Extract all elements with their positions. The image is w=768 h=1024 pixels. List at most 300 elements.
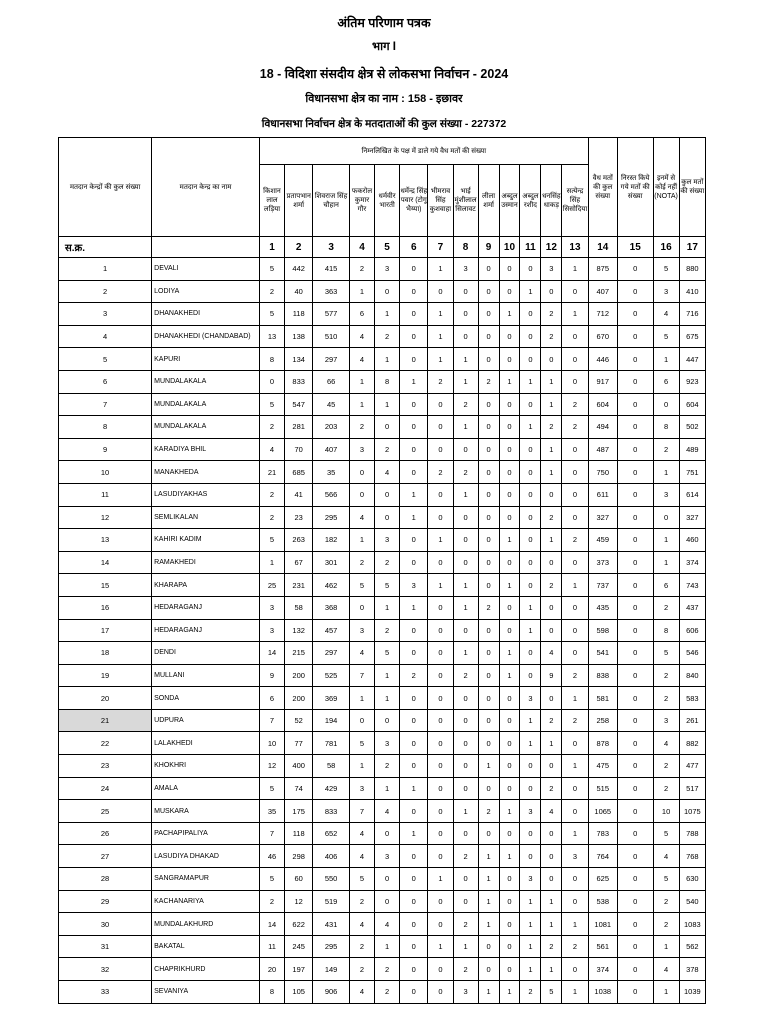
vote-count: 3 <box>349 619 374 642</box>
station-name: LODIYA <box>152 280 260 303</box>
vote-count: 1 <box>499 529 520 552</box>
table-row <box>59 800 706 823</box>
vote-count: 0 <box>541 619 562 642</box>
header-station-name: मतदान केन्द्र का नाम <box>152 138 260 237</box>
vote-count: 685 <box>285 461 313 484</box>
vote-count: 1 <box>349 280 374 303</box>
vote-count: 0 <box>375 506 400 529</box>
station-name: BAKATAL <box>152 935 260 958</box>
vote-count: 1 <box>541 461 562 484</box>
station-serial: 30 <box>59 913 152 936</box>
vote-count: 0 <box>617 574 653 597</box>
vote-count: 1 <box>541 438 562 461</box>
vote-count: 0 <box>400 619 428 642</box>
vote-count: 3 <box>375 732 400 755</box>
vote-count: 0 <box>562 868 588 891</box>
vote-count: 0 <box>428 981 453 1004</box>
header-candidate: सत्येन्द्र सिंह सिसोदिया <box>562 165 588 237</box>
table-row <box>59 619 706 642</box>
vote-count: 1 <box>562 303 588 326</box>
vote-count: 301 <box>313 551 350 574</box>
vote-count: 0 <box>617 800 653 823</box>
table-row <box>59 574 706 597</box>
station-name: DHANAKHEDI (CHANDABAD) <box>152 325 260 348</box>
vote-count: 0 <box>499 596 520 619</box>
vote-count: 5 <box>349 868 374 891</box>
station-serial: 15 <box>59 574 152 597</box>
vote-count: 431 <box>313 913 350 936</box>
vote-count: 0 <box>541 687 562 710</box>
vote-count: 622 <box>285 913 313 936</box>
vote-count: 231 <box>285 574 313 597</box>
vote-count: 917 <box>588 370 617 393</box>
header-candidate: फकरोल कुमार गौर <box>349 165 374 237</box>
vote-count: 1 <box>541 393 562 416</box>
station-serial: 4 <box>59 325 152 348</box>
station-name: MULLANI <box>152 664 260 687</box>
vote-count: 1 <box>499 642 520 665</box>
vote-count: 10 <box>259 732 284 755</box>
vote-count: 2 <box>541 325 562 348</box>
vote-count: 0 <box>428 506 453 529</box>
vote-count: 0 <box>499 687 520 710</box>
vote-count: 3 <box>520 800 541 823</box>
vote-count: 0 <box>520 777 541 800</box>
vote-count: 0 <box>653 506 679 529</box>
vote-count: 3 <box>562 845 588 868</box>
vote-count: 2 <box>562 709 588 732</box>
vote-count: 0 <box>617 596 653 619</box>
vote-count: 0 <box>617 370 653 393</box>
vote-count: 1 <box>653 461 679 484</box>
vote-count: 781 <box>313 732 350 755</box>
vote-count: 2 <box>653 890 679 913</box>
vote-count: 712 <box>588 303 617 326</box>
vote-count: 8 <box>375 370 400 393</box>
vote-count: 788 <box>679 822 705 845</box>
vote-count: 510 <box>313 325 350 348</box>
vote-count: 0 <box>478 574 499 597</box>
vote-count: 3 <box>520 868 541 891</box>
vote-count: 0 <box>453 619 478 642</box>
vote-count: 2 <box>375 325 400 348</box>
vote-count: 2 <box>453 913 478 936</box>
vote-count: 477 <box>679 755 705 778</box>
vote-count: 1 <box>562 981 588 1004</box>
vote-count: 25 <box>259 574 284 597</box>
vote-count: 0 <box>617 822 653 845</box>
vote-count: 0 <box>562 958 588 981</box>
vote-count: 0 <box>478 777 499 800</box>
vote-count: 1 <box>562 687 588 710</box>
vote-count: 3 <box>541 258 562 281</box>
vote-count: 410 <box>679 280 705 303</box>
vote-count: 4 <box>375 461 400 484</box>
vote-count: 138 <box>285 325 313 348</box>
vote-count: 407 <box>313 438 350 461</box>
vote-count: 1 <box>499 574 520 597</box>
vote-count: 0 <box>375 822 400 845</box>
vote-count: 281 <box>285 416 313 439</box>
vote-count: 0 <box>617 664 653 687</box>
vote-count: 3 <box>349 438 374 461</box>
vote-count: 457 <box>313 619 350 642</box>
vote-count: 5 <box>259 777 284 800</box>
station-serial: 8 <box>59 416 152 439</box>
column-number: 7 <box>428 237 453 258</box>
vote-count: 0 <box>499 483 520 506</box>
vote-count: 0 <box>541 596 562 619</box>
vote-count: 4 <box>541 642 562 665</box>
station-name: RAMAKHEDI <box>152 551 260 574</box>
vote-count: 2 <box>453 845 478 868</box>
vote-count: 1 <box>541 958 562 981</box>
station-name: MUNDALAKHURD <box>152 913 260 936</box>
header-candidate: भाई मुंशीलाल सिलावट <box>453 165 478 237</box>
vote-count: 0 <box>428 890 453 913</box>
station-serial: 14 <box>59 551 152 574</box>
vote-count: 8 <box>259 348 284 371</box>
station-name: DEVALI <box>152 258 260 281</box>
station-name: LASUDIYAKHAS <box>152 483 260 506</box>
vote-count: 489 <box>679 438 705 461</box>
vote-count: 1 <box>453 596 478 619</box>
vote-count: 0 <box>428 822 453 845</box>
vote-count: 1 <box>520 732 541 755</box>
vote-count: 2 <box>653 596 679 619</box>
vote-count: 407 <box>588 280 617 303</box>
vote-count: 0 <box>400 845 428 868</box>
vote-count: 517 <box>679 777 705 800</box>
vote-count: 245 <box>285 935 313 958</box>
vote-count: 0 <box>400 258 428 281</box>
vote-count: 1 <box>349 529 374 552</box>
vote-count: 197 <box>285 958 313 981</box>
vote-count: 415 <box>313 258 350 281</box>
vote-count: 0 <box>520 642 541 665</box>
vote-count: 1 <box>428 935 453 958</box>
vote-count: 4 <box>653 732 679 755</box>
header-nota: इनमें से कोई नहीं (NOTA) <box>653 138 679 237</box>
vote-count: 5 <box>653 325 679 348</box>
vote-count: 1 <box>499 981 520 1004</box>
station-name: KAHIRI KADIM <box>152 529 260 552</box>
vote-count: 215 <box>285 642 313 665</box>
vote-count: 2 <box>562 529 588 552</box>
vote-count: 8 <box>259 981 284 1004</box>
vote-count: 878 <box>588 732 617 755</box>
station-name: KARADIYA BHIL <box>152 438 260 461</box>
vote-count: 12 <box>285 890 313 913</box>
vote-count: 0 <box>478 325 499 348</box>
vote-count: 1083 <box>679 913 705 936</box>
vote-count: 0 <box>617 416 653 439</box>
vote-count: 833 <box>285 370 313 393</box>
vote-count: 880 <box>679 258 705 281</box>
column-number: 1 <box>259 237 284 258</box>
vote-count: 0 <box>541 348 562 371</box>
vote-count: 0 <box>349 483 374 506</box>
vote-count: 0 <box>400 280 428 303</box>
vote-count: 1 <box>478 981 499 1004</box>
vote-count: 1 <box>541 529 562 552</box>
vote-count: 0 <box>562 348 588 371</box>
vote-count: 2 <box>562 935 588 958</box>
vote-count: 0 <box>428 755 453 778</box>
vote-count: 9 <box>259 664 284 687</box>
vote-count: 2 <box>259 483 284 506</box>
vote-count: 2 <box>349 935 374 958</box>
vote-count: 0 <box>520 258 541 281</box>
station-name: MUNDALAKALA <box>152 393 260 416</box>
station-name: KAPURI <box>152 348 260 371</box>
vote-count: 327 <box>588 506 617 529</box>
vote-count: 14 <box>259 642 284 665</box>
vote-count: 0 <box>400 935 428 958</box>
vote-count: 606 <box>679 619 705 642</box>
station-serial: 33 <box>59 981 152 1004</box>
vote-count: 0 <box>453 280 478 303</box>
vote-count: 194 <box>313 709 350 732</box>
vote-count: 1 <box>653 981 679 1004</box>
station-name: MUNDALAKALA <box>152 416 260 439</box>
vote-count: 0 <box>520 755 541 778</box>
vote-count: 149 <box>313 958 350 981</box>
vote-count: 1 <box>453 642 478 665</box>
vote-count: 2 <box>653 755 679 778</box>
vote-count: 737 <box>588 574 617 597</box>
vote-count: 0 <box>453 303 478 326</box>
vote-count: 614 <box>679 483 705 506</box>
vote-count: 0 <box>520 529 541 552</box>
vote-count: 0 <box>499 619 520 642</box>
vote-count: 14 <box>259 913 284 936</box>
vote-count: 0 <box>453 777 478 800</box>
vote-count: 0 <box>562 642 588 665</box>
vote-count: 0 <box>617 642 653 665</box>
vote-count: 0 <box>499 958 520 981</box>
vote-count: 0 <box>453 325 478 348</box>
vote-count: 0 <box>375 483 400 506</box>
station-serial: 27 <box>59 845 152 868</box>
vote-count: 0 <box>428 416 453 439</box>
vote-count: 0 <box>520 303 541 326</box>
vote-count: 1 <box>453 483 478 506</box>
station-serial: 17 <box>59 619 152 642</box>
table-row <box>59 890 706 913</box>
vote-count: 1 <box>453 416 478 439</box>
vote-count: 1 <box>541 913 562 936</box>
vote-count: 58 <box>285 596 313 619</box>
vote-count: 502 <box>679 416 705 439</box>
vote-count: 0 <box>541 551 562 574</box>
vote-count: 0 <box>478 461 499 484</box>
vote-count: 0 <box>478 529 499 552</box>
station-serial: 7 <box>59 393 152 416</box>
vote-count: 0 <box>478 280 499 303</box>
vote-count: 0 <box>478 348 499 371</box>
header-candidates-group: निम्नलिखित के पक्ष में डाले गये वैध मतों की संख्या <box>259 138 588 165</box>
vote-count: 105 <box>285 981 313 1004</box>
table-row <box>59 935 706 958</box>
table-row <box>59 393 706 416</box>
vote-count: 906 <box>313 981 350 1004</box>
vote-count: 0 <box>562 438 588 461</box>
vote-count: 1038 <box>588 981 617 1004</box>
vote-count: 378 <box>679 958 705 981</box>
vote-count: 0 <box>478 258 499 281</box>
vote-count: 0 <box>453 438 478 461</box>
vote-count: 2 <box>653 687 679 710</box>
vote-count: 2 <box>453 958 478 981</box>
vote-count: 1 <box>653 529 679 552</box>
table-row <box>59 303 706 326</box>
station-serial: 29 <box>59 890 152 913</box>
vote-count: 2 <box>428 370 453 393</box>
vote-count: 373 <box>588 551 617 574</box>
vote-count: 0 <box>400 529 428 552</box>
vote-count: 0 <box>478 416 499 439</box>
vote-count: 0 <box>478 303 499 326</box>
vote-count: 1 <box>478 890 499 913</box>
vote-count: 0 <box>562 483 588 506</box>
vote-count: 5 <box>259 303 284 326</box>
vote-count: 0 <box>499 393 520 416</box>
vote-count: 0 <box>375 709 400 732</box>
vote-count: 0 <box>428 709 453 732</box>
vote-count: 0 <box>400 303 428 326</box>
vote-count: 0 <box>453 890 478 913</box>
vote-count: 1075 <box>679 800 705 823</box>
vote-count: 0 <box>478 709 499 732</box>
vote-count: 0 <box>400 438 428 461</box>
vote-count: 3 <box>520 687 541 710</box>
station-name: MANAKHEDA <box>152 461 260 484</box>
vote-count: 1 <box>520 280 541 303</box>
vote-count: 4 <box>349 845 374 868</box>
vote-count: 1039 <box>679 981 705 1004</box>
vote-count: 203 <box>313 416 350 439</box>
vote-count: 768 <box>679 845 705 868</box>
vote-count: 0 <box>478 483 499 506</box>
vote-count: 0 <box>562 890 588 913</box>
vote-count: 0 <box>400 800 428 823</box>
table-row <box>59 687 706 710</box>
vote-count: 2 <box>653 777 679 800</box>
vote-count: 4 <box>349 348 374 371</box>
vote-count: 833 <box>313 800 350 823</box>
vote-count: 0 <box>617 958 653 981</box>
report-title: अंतिम परिणाम पत्रक <box>337 16 431 30</box>
vote-count: 0 <box>617 732 653 755</box>
vote-count: 447 <box>679 348 705 371</box>
vote-count: 297 <box>313 348 350 371</box>
vote-count: 2 <box>259 506 284 529</box>
vote-count: 0 <box>428 913 453 936</box>
vote-count: 0 <box>499 506 520 529</box>
vote-count: 1 <box>520 709 541 732</box>
vote-count: 1 <box>453 574 478 597</box>
vote-count: 462 <box>313 574 350 597</box>
vote-count: 134 <box>285 348 313 371</box>
vote-count: 764 <box>588 845 617 868</box>
vote-count: 0 <box>520 348 541 371</box>
vote-count: 1 <box>259 551 284 574</box>
station-serial: 23 <box>59 755 152 778</box>
vote-count: 0 <box>400 348 428 371</box>
vote-count: 0 <box>499 280 520 303</box>
vote-count: 487 <box>588 438 617 461</box>
vote-count: 368 <box>313 596 350 619</box>
vote-count: 0 <box>428 732 453 755</box>
vote-count: 0 <box>562 506 588 529</box>
vote-count: 9 <box>541 664 562 687</box>
vote-count: 406 <box>313 845 350 868</box>
station-name: KHARAPA <box>152 574 260 597</box>
vote-count: 2 <box>349 416 374 439</box>
vote-count: 118 <box>285 303 313 326</box>
station-serial: 6 <box>59 370 152 393</box>
vote-count: 2 <box>375 981 400 1004</box>
table-row <box>59 438 706 461</box>
vote-count: 5 <box>653 822 679 845</box>
vote-count: 0 <box>499 868 520 891</box>
vote-count: 562 <box>679 935 705 958</box>
vote-count: 2 <box>259 890 284 913</box>
vote-count: 2 <box>653 913 679 936</box>
station-name: HEDARAGANJ <box>152 619 260 642</box>
column-number: 5 <box>375 237 400 258</box>
station-serial: 32 <box>59 958 152 981</box>
vote-count: 923 <box>679 370 705 393</box>
vote-count: 0 <box>478 935 499 958</box>
vote-count: 611 <box>588 483 617 506</box>
vote-count: 0 <box>478 687 499 710</box>
vote-count: 4 <box>349 506 374 529</box>
vote-count: 132 <box>285 619 313 642</box>
vote-count: 0 <box>617 258 653 281</box>
vote-count: 1 <box>520 913 541 936</box>
vote-count: 0 <box>617 935 653 958</box>
vote-count: 547 <box>285 393 313 416</box>
vote-count: 7 <box>349 664 374 687</box>
vote-count: 2 <box>562 664 588 687</box>
vote-count: 297 <box>313 642 350 665</box>
vote-count: 1 <box>428 303 453 326</box>
vote-count: 604 <box>679 393 705 416</box>
vote-count: 750 <box>588 461 617 484</box>
vote-count: 0 <box>499 732 520 755</box>
vote-count: 1 <box>499 845 520 868</box>
vote-count: 1 <box>349 755 374 778</box>
station-name: UDPURA <box>152 709 260 732</box>
vote-count: 0 <box>478 506 499 529</box>
vote-count: 515 <box>588 777 617 800</box>
vote-count: 0 <box>617 325 653 348</box>
station-name: SONDA <box>152 687 260 710</box>
constituency-name: विधानसभा क्षेत्र का नाम : 158 - इछावर <box>305 93 463 105</box>
vote-count: 0 <box>499 438 520 461</box>
vote-count: 437 <box>679 596 705 619</box>
table-row <box>59 529 706 552</box>
vote-count: 1 <box>400 777 428 800</box>
station-serial: 9 <box>59 438 152 461</box>
vote-count: 0 <box>349 461 374 484</box>
vote-count: 1 <box>349 687 374 710</box>
header-candidate: किशान लाल लड़िया <box>259 165 284 237</box>
vote-count: 12 <box>259 755 284 778</box>
station-name: PACHAPIPALIYA <box>152 822 260 845</box>
